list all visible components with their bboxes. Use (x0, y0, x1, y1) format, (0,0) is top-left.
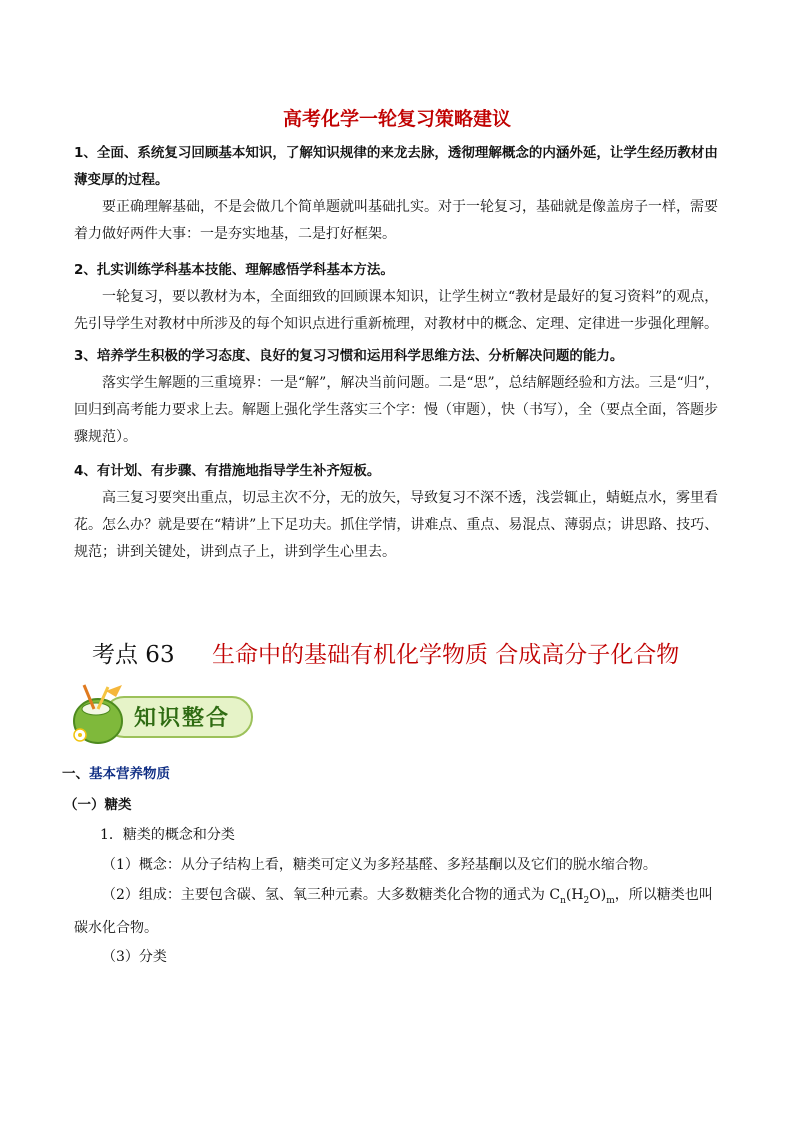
formula-part: O) (589, 887, 607, 903)
formula-part: (H (565, 887, 584, 903)
formula-sub-n: n (560, 895, 566, 906)
concept-line: （1）概念：从分子结构上看，糖类可定义为多羟基醛、多羟基酮以及它们的脱水缩合物。 (102, 857, 657, 873)
knowledge-badge (70, 683, 256, 745)
chapter-heading (92, 636, 679, 670)
strategy-body: 高三复习要突出重点，切忌主次不分，无的放矢，导致复习不深不透，浅尝辄止，蜻蜓点水，雾里看花。怎么办？就是要在“精讲”上下足功夫。抓住学情，讲难点、重点、易混点、薄弱点；讲思路、技巧、规范；讲到关键处，讲到点子上，讲到学生心里去。 (74, 490, 719, 560)
classify-line: （3）分类 (102, 949, 167, 965)
strategy-item-3 (74, 343, 722, 451)
chapter-number: 考点 63 (92, 642, 175, 668)
item-1: 1．糖类的概念和分类 (100, 827, 235, 843)
section-heading (62, 763, 170, 785)
formula-sub-m: m (606, 895, 615, 906)
page-title: 高考化学一轮复习策略建议 (282, 108, 511, 130)
strategy-body: 要正确理解基础，不是会做几个简单题就叫基础扎实。对于一轮复习，基础就是像盖房子一样，需要着力做好两件大事：一是夯实地基，二是打好框架。 (74, 199, 718, 242)
strategy-heading: 3、培养学生积极的学习态度、良好的复习习惯和运用科学思维方法、分析解决问题的能力。 (74, 348, 624, 364)
strategy-item-1 (74, 140, 722, 248)
section-prefix: 一、 (62, 766, 89, 782)
composition-line (74, 882, 722, 942)
strategy-item-2 (74, 257, 722, 338)
formula-sub-2: 2 (583, 895, 590, 906)
composition-text: ，所以糖类也叫碳水化合物。 (74, 887, 713, 936)
chapter-title: 生命中的基础有机化学物质 合成高分子化合物 (212, 642, 680, 668)
strategy-body: 落实学生解题的三重境界：一是“解”，解决当前问题。二是“思”，总结解题经验和方法。三是“归”，回归到高考能力要求上去。解题上强化学生落实三个字：慢（审题），快（书写），全（要点全面，答题步骤规范）。 (74, 375, 719, 445)
section-title: 基本营养物质 (89, 766, 170, 782)
strategy-heading: 2、扎实训练学科基本技能、理解感悟学科基本方法。 (74, 262, 394, 278)
strategy-heading: 1、全面、系统复习回顾基本知识，了解知识规律的来龙去脉，透彻理解概念的内涵外延，让学生经历教材由薄变厚的过程。 (74, 145, 718, 188)
strategy-heading: 4、有计划、有步骤、有措施地指导学生补齐短板。 (74, 463, 381, 479)
strategy-body: 一轮复习，要以教材为本，全面细致的回顾课本知识，让学生树立“教材是最好的复习资料”的观点，先引导学生对教材中所涉及的每个知识点进行重新梳理，对教材中的概念、定理、定律进一步强化理解。 (74, 289, 719, 332)
subsection-heading: （一）糖类 (64, 797, 132, 813)
badge-label: 知识整合 (134, 705, 231, 731)
composition-text: （2）组成：主要包含碳、氢、氧三种元素。大多数糖类化合物的通式为 C (102, 887, 561, 903)
strategy-item-4 (74, 458, 722, 566)
